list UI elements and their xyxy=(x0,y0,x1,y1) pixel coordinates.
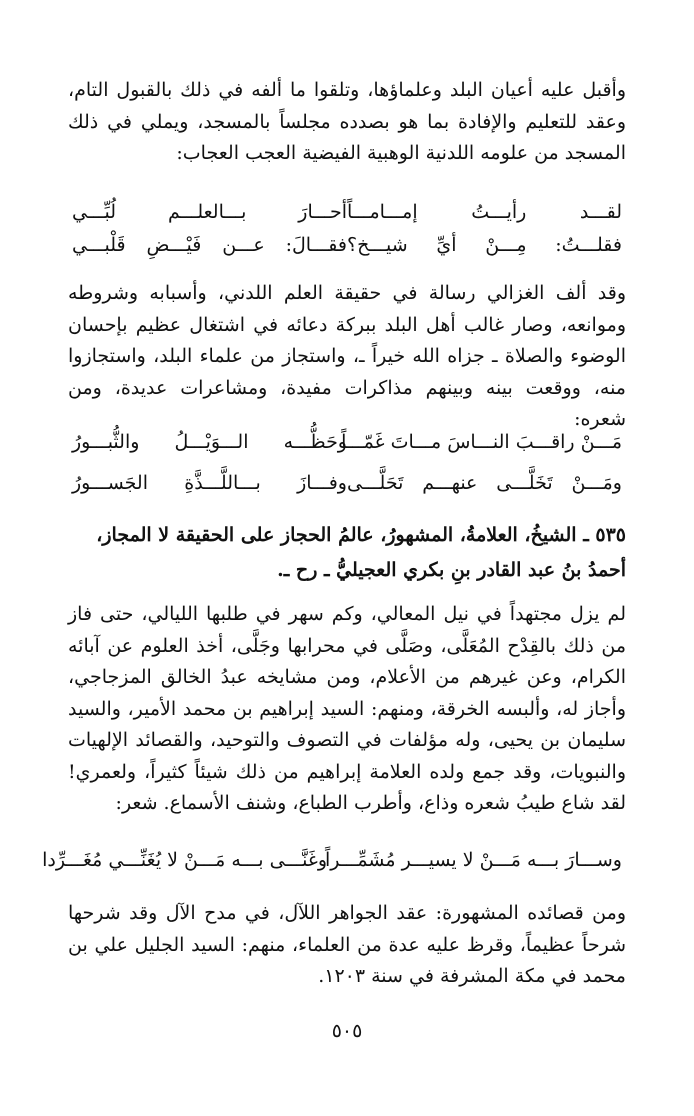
verse-line-2 xyxy=(72,229,622,261)
paragraph-biography: لم يزل مجتهداً في نيل المعالي، وكم سهر في طلبها الليالي، حتى فاز من ذلك بالقِدْح المُعَلَّى، وصَلَّى في محرابها وجَلَّى، أخذ العلوم عن آبائه الكرام، وعن غيرهم من الأعلام، ومن مشايخه عبدُ الخالق المزجاجي، وأجاز له، وألبسه الخرقة، ومنهم: السيد إبراهيم بن محمد الأمير، والسيد سليمان بن يحيى، وله مؤلفات في التصوف والتوحيد، والقصائد الإلهيات والنبويات، وقد جمع ولده العلامة إبراهيم من ذلك شيئاً كثيراً، ولعمري! لقد شاع طيبُ شعره وذاع، وأطرب الطباع، وشنف الأسماع. شعر: xyxy=(68,603,626,814)
verse-hemistich-second: وغَنَّـــى بـــه مَـــنْ لا يُغَنِّـــي مُغَـــرِّدا xyxy=(42,849,327,871)
verse-line-1 xyxy=(72,196,622,228)
verse-hemistich-first: مَـــنْ راقـــبَ النـــاسَ مـــاتَ غَمّـــاً xyxy=(341,431,622,453)
verse-hemistich-first: ومَـــنْ تَخَلَّـــى عنهـــم تَحَلَّـــى xyxy=(347,472,622,494)
entry-heading-line-2: أحمدُ بنُ عبد القادر بنِ بكري العجيليُّ ـ رح ـ. xyxy=(277,559,626,581)
verse-line-3 xyxy=(72,426,622,458)
page-number: ٥٠٥ xyxy=(331,1020,363,1042)
verse-line-5 xyxy=(42,844,622,876)
paragraph-ghazali: وقد ألف الغزالي رسالة في حقيقة العلم اللدني، وأسبابه وشروطه وموانعه، وصار غالب أهل البلد ببركة دعائه في اشتغال عظيم بإحسان الوضوء والصلاة ـ جزاه الله خيراً ـ، واستجاز من علماء البلد، واستجازوا منه، ووقعت بينه وبينهم مذاكرات مفيدة، ومشاعرات عديدة، ومن شعره: xyxy=(68,282,626,430)
verse-hemistich-second: وحَظُّـــه الـــوَيْـــلُ والثُّبـــورُ xyxy=(72,431,347,453)
verse-hemistich-second: أحـــارَ بـــالعلـــم لُبِّـــي xyxy=(72,201,347,223)
entry-heading-line-1: ٥٣٥ ـ الشيخُ، العلامةُ، المشهورُ، عالمُ الحجاز على الحقيقة لا المجاز، xyxy=(96,524,626,546)
paragraph-poems: ومن قصائده المشهورة: عقد الجواهر اللآل، في مدح الآل وقد شرحها شرحاً عظيماً، وقرظ عليه عدة من العلماء، منهم: السيد الجليل علي بن محمد في مكة المشرفة في سنة ١٢٠٣. xyxy=(68,902,626,987)
verse-hemistich-first: فقلـــتُ: مِـــنْ أيِّ شيـــخ؟ xyxy=(347,234,622,256)
paragraph-intro: وأقبل عليه أعيان البلد وعلماؤها، وتلقوا ما ألفه في ذلك بالقبول التام، وعقد للتعليم والإفادة بما هو بصدده مجلساً بالمسجد، ويملي في ذلك المسجد من علومه اللدنية الوهبية الفيضية العجب العجاب: xyxy=(68,79,626,164)
verse-hemistich-first: وســـارَ بـــه مَـــنْ لا يسيـــر مُشَمِّـــراً xyxy=(324,849,622,871)
verse-hemistich-second: فقـــالَ: عـــن فَيْـــضِ قَلْبـــي xyxy=(72,234,347,256)
verse-hemistich-first: لقـــد رأيـــتُ إمـــامـــاً xyxy=(347,201,622,223)
verse-line-4 xyxy=(72,467,622,499)
verse-hemistich-second: وفـــازَ بـــاللَّـــذَّةِ الجَســـورُ xyxy=(72,472,347,494)
